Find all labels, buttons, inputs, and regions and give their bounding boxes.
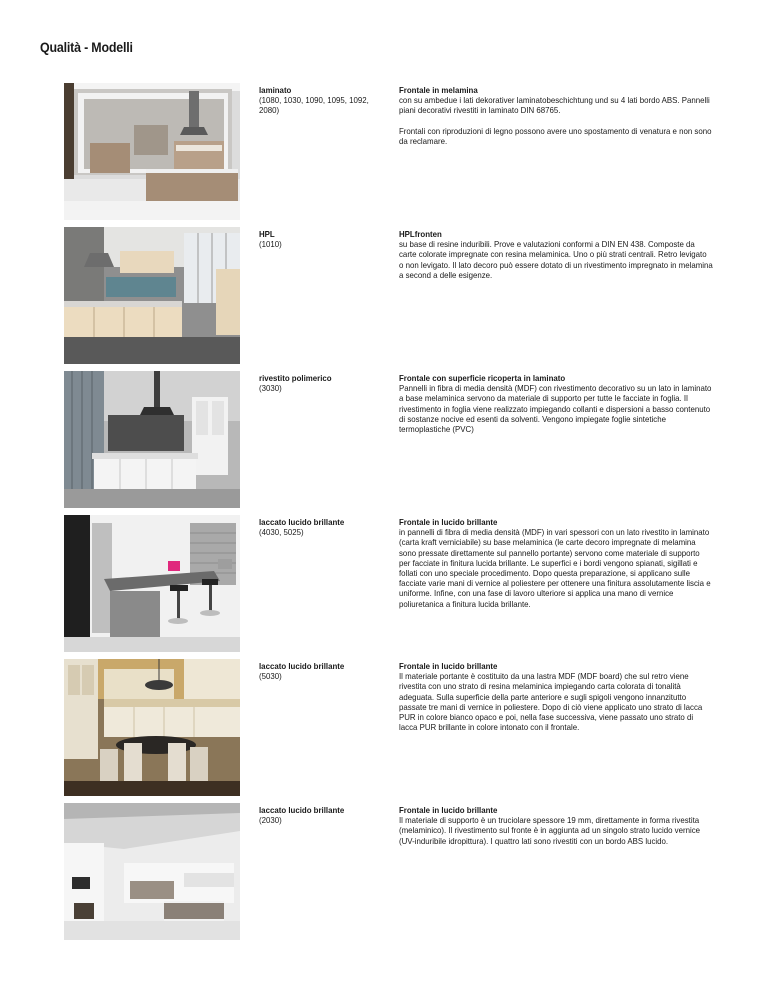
model-codes: (1080, 1030, 1090, 1095, 1092, 2080) — [259, 95, 369, 116]
model-name: laccato lucido brillante — [259, 805, 345, 815]
model-name: rivestito polimerico — [259, 373, 332, 383]
description-heading: HPLfronten — [399, 229, 442, 239]
model-description — [399, 229, 713, 280]
description-heading: Frontale in lucido brillante — [399, 661, 498, 671]
description-note: Frontali con riproduzioni di legno possono avere uno spostamento di venatura e non sono da reclamare. — [399, 125, 712, 146]
kitchen-photo — [64, 803, 240, 940]
description-heading: Frontale in melamina — [399, 85, 478, 95]
description-text: Il materiale di supporto è un truciolare spessore 19 mm, direttamente in forma rivestita (melaminico). Il rivestimento sul fronte è in aggiunta ad un singolo strato lucido vernice (UV-induribile idropittura). I quattro lati sono rivestiti con un bordo ABS lucido. — [399, 815, 701, 846]
page-title: Qualità - Modelli — [40, 40, 133, 55]
model-description — [399, 517, 713, 609]
model-description — [399, 805, 713, 846]
description-heading: Frontale con superficie ricoperta in laminato — [399, 373, 566, 383]
kitchen-photo — [64, 371, 240, 508]
description-text: in pannelli di fibra di media densità (MDF) in vari spessori con un lato rivestito in laminato (carta kraft verniciabile) su base melaminica (le carte decoro impregnate di melamina sono pressate direttamente sul pannello portante) servono come materiale di supporto per facciate in finitura lucida brillante. Le superfici e i bordi vengono spianati, sigillati e follati con uno speciale procedimento. Dopo questa preparazione, si applicano sulle facciate varie mani di vernice al poliestere per ottenere una finitura assolutamente liscia e uniforme. Infine, con una fase di lavoro ulteriore si applica una mano di vernice poliuretanica a finitura lucida brillante. — [399, 527, 711, 609]
model-name: laccato lucido brillante — [259, 517, 345, 527]
kitchen-photo — [64, 659, 240, 796]
model-codes: (4030, 5025) — [259, 527, 304, 538]
description-heading: Frontale in lucido brillante — [399, 517, 498, 527]
model-label — [259, 517, 372, 537]
model-codes: (5030) — [259, 671, 282, 682]
model-description — [399, 661, 713, 732]
description-heading: Frontale in lucido brillante — [399, 805, 498, 815]
model-codes: (3030) — [259, 383, 282, 394]
model-label — [259, 229, 372, 249]
description-text: Pannelli in fibra di media densità (MDF) con rivestimento decorativo su un lato in laminato a base melaminica servono da materiale di supporto per tutte le facciate in foglia. Il rivestimento in foglia viene realizzato impiegando collanti e dispersioni a basso contenuto di sostanze nocive ed esenti da solventi. Vengono impiegate foglie sintetiche termoplastiche (PVC) — [399, 383, 712, 435]
model-label — [259, 373, 372, 393]
model-codes: (2030) — [259, 815, 282, 826]
kitchen-photo — [64, 83, 240, 220]
description-text: su base di resine induribili. Prove e valutazioni conformi a DIN EN 438. Composte da carte colorate impregnate con resina melaminica. Uno o più strati centrali. Retro levigato o non levigato. Il lato decoro può essere dotato di un rivestimento impregnato in melamina a second a delle esigenze. — [399, 239, 713, 280]
kitchen-photo — [64, 227, 240, 364]
model-label — [259, 85, 372, 116]
model-codes: (1010) — [259, 239, 282, 250]
model-label — [259, 661, 372, 681]
model-description — [399, 373, 713, 434]
kitchen-photo — [64, 515, 240, 652]
model-name: laccato lucido brillante — [259, 661, 345, 671]
model-name: laminato — [259, 85, 292, 95]
model-label — [259, 805, 372, 825]
description-text: con su ambedue i lati dekorativer laminatobeschichtung und su 4 lati bordo ABS. Pannelli piani decorativi rivestiti in laminato DIN 68765. — [399, 95, 710, 116]
description-text: Il materiale portante è costituito da una lastra MDF (MDF board) che sul retro viene rivestita con uno strato di resina melaminica impiegando carta colorata di tonalità adeguata. Sulla superficie della parte anteriore e sugli spigoli vengono innanzitutto passate tre mani di vernice in poliestere. Dopo di ciò viene applicato uno strato di lacca PUR in colore bianco opaco e poi, nella fase successiva, viene passato uno strato di lacca PUR brillante in colore intonato con il frontale. — [399, 671, 703, 733]
model-description — [399, 85, 713, 146]
model-name: HPL — [259, 229, 275, 239]
